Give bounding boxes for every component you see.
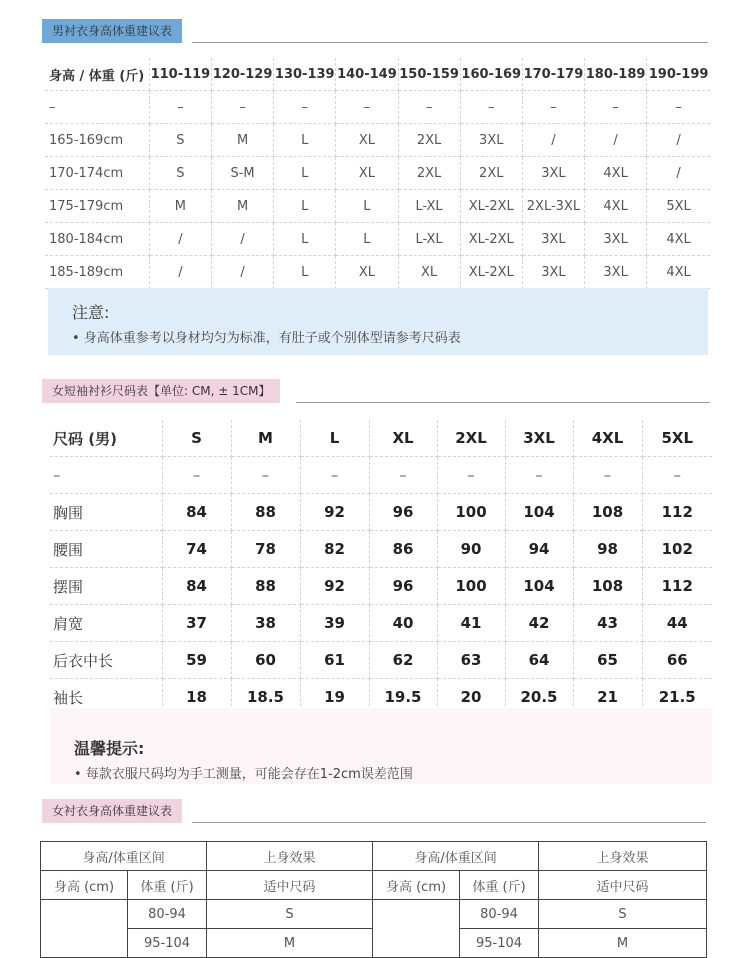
table-cell: 98 xyxy=(573,531,642,568)
table-row xyxy=(50,605,712,642)
table-cell: 104 xyxy=(505,494,573,531)
table-row xyxy=(45,256,710,289)
table-cell: 64 xyxy=(505,642,573,679)
table-cell: 104 xyxy=(505,568,573,605)
group-header-cell: 上身效果 xyxy=(207,842,373,871)
table-cell: 3XL xyxy=(585,223,647,256)
table-cell: 19.5 xyxy=(369,679,437,716)
table-cell: 170-174cm xyxy=(45,157,149,190)
table-cell: / xyxy=(522,124,584,157)
header-cell: 5XL xyxy=(642,420,712,457)
table-cell: 3XL xyxy=(522,157,584,190)
table-cell: – xyxy=(211,91,273,124)
header-cell: 130-139 xyxy=(274,58,336,91)
table-cell: 18.5 xyxy=(231,679,300,716)
table-cell: 66 xyxy=(642,642,712,679)
table-cell: S xyxy=(207,900,373,929)
table-cell: 63 xyxy=(437,642,505,679)
women-height-weight-table xyxy=(40,841,707,958)
table-cell: XL xyxy=(336,256,398,289)
table-cell xyxy=(41,900,128,958)
notice-title: 注意: xyxy=(72,303,110,322)
tips-text: • 每款衣服尺码均为手工测量，可能会存在1-2cm误差范围 xyxy=(74,767,413,782)
table-cell: L xyxy=(274,124,336,157)
table-cell: 84 xyxy=(162,568,231,605)
table-cell: 18 xyxy=(162,679,231,716)
header-cell: 110-119 xyxy=(149,58,211,91)
table-cell: 61 xyxy=(300,642,369,679)
section3-header xyxy=(42,799,706,823)
table-cell: – xyxy=(300,457,369,494)
header-cell: 身高 (cm) xyxy=(373,871,460,900)
table-cell: 90 xyxy=(437,531,505,568)
table-cell: 108 xyxy=(573,568,642,605)
section2-title: 女短袖衬衫尺码表【单位: CM, ± 1CM】 xyxy=(42,379,280,403)
table-cell: 43 xyxy=(573,605,642,642)
table-cell: 62 xyxy=(369,642,437,679)
table-cell: 74 xyxy=(162,531,231,568)
table-cell: 108 xyxy=(573,494,642,531)
group-header-cell: 上身效果 xyxy=(539,842,707,871)
table-cell: 185-189cm xyxy=(45,256,149,289)
table-row xyxy=(50,568,712,605)
table-cell: 112 xyxy=(642,494,712,531)
table-cell: L xyxy=(274,190,336,223)
header-cell: 身高 / 体重 (斤) xyxy=(45,58,149,91)
table-cell: 20.5 xyxy=(505,679,573,716)
table-cell: L xyxy=(336,190,398,223)
table-row xyxy=(45,91,710,124)
table-cell: L-XL xyxy=(398,223,460,256)
header-cell: XL xyxy=(369,420,437,457)
table-cell: – xyxy=(437,457,505,494)
table-cell: 180-184cm xyxy=(45,223,149,256)
table-cell: 40 xyxy=(369,605,437,642)
table-cell: 37 xyxy=(162,605,231,642)
table-cell: 102 xyxy=(642,531,712,568)
table-header-row xyxy=(41,871,707,900)
section2-divider xyxy=(296,402,710,403)
header-cell: 4XL xyxy=(573,420,642,457)
header-cell: 170-179 xyxy=(522,58,584,91)
table-cell: 96 xyxy=(369,494,437,531)
table-cell: 80-94 xyxy=(128,900,207,929)
table-cell: 39 xyxy=(300,605,369,642)
header-cell: 体重 (斤) xyxy=(460,871,539,900)
table-cell: L xyxy=(336,223,398,256)
table-cell: 袖长 xyxy=(50,679,162,716)
table-cell: 摆围 xyxy=(50,568,162,605)
table-cell: 4XL xyxy=(585,157,647,190)
table-cell: 175-179cm xyxy=(45,190,149,223)
table-cell: 96 xyxy=(369,568,437,605)
header-cell: 160-169 xyxy=(460,58,522,91)
table-cell: / xyxy=(211,223,273,256)
table-cell: 80-94 xyxy=(460,900,539,929)
table-header-row xyxy=(45,58,710,91)
header-cell: 尺码 (男) xyxy=(50,420,162,457)
table-cell: 4XL xyxy=(647,223,710,256)
table-header-row xyxy=(50,420,712,457)
table-cell: – xyxy=(585,91,647,124)
table-row xyxy=(41,900,707,929)
table-row xyxy=(45,190,710,223)
table-cell: – xyxy=(274,91,336,124)
table-cell: 胸围 xyxy=(50,494,162,531)
table-cell: 88 xyxy=(231,494,300,531)
table-cell: – xyxy=(505,457,573,494)
table-cell: XL xyxy=(336,157,398,190)
table-cell: M xyxy=(211,190,273,223)
table-cell: 82 xyxy=(300,531,369,568)
table-cell: 41 xyxy=(437,605,505,642)
table-cell: / xyxy=(149,256,211,289)
table-row xyxy=(50,494,712,531)
table-cell: 21.5 xyxy=(642,679,712,716)
table-cell: 3XL xyxy=(522,256,584,289)
section1-title: 男衬衣身高体重建议表 xyxy=(42,19,182,43)
table-cell: 3XL xyxy=(585,256,647,289)
table-cell: 2XL xyxy=(460,157,522,190)
section1-divider xyxy=(192,42,708,43)
header-cell: 150-159 xyxy=(398,58,460,91)
table-cell: 95-104 xyxy=(128,929,207,958)
table-cell: – xyxy=(149,91,211,124)
table-cell: M xyxy=(149,190,211,223)
header-cell: 2XL xyxy=(437,420,505,457)
tips-title: 温馨提示: xyxy=(74,739,145,758)
notice-text: • 身高体重参考以身材均匀为标准，有肚子或个别体型请参考尺码表 xyxy=(72,331,461,346)
table-cell: / xyxy=(149,223,211,256)
table-cell: 92 xyxy=(300,568,369,605)
table-cell: 3XL xyxy=(522,223,584,256)
table-cell: L xyxy=(274,157,336,190)
table-cell: L-XL xyxy=(398,190,460,223)
table-cell: – xyxy=(369,457,437,494)
section3-divider xyxy=(192,822,706,823)
table-cell: – xyxy=(460,91,522,124)
table-row xyxy=(45,223,710,256)
table-cell: 78 xyxy=(231,531,300,568)
section2-header xyxy=(42,379,710,403)
table-cell: 腰围 xyxy=(50,531,162,568)
table-cell: S-M xyxy=(211,157,273,190)
table-cell: 65 xyxy=(573,642,642,679)
table-cell: 19 xyxy=(300,679,369,716)
table-cell: 20 xyxy=(437,679,505,716)
women-shirt-size-table xyxy=(50,420,712,716)
table-cell: 100 xyxy=(437,494,505,531)
table-cell: – xyxy=(50,457,162,494)
table-cell: S xyxy=(539,900,707,929)
table-cell: – xyxy=(336,91,398,124)
header-cell: 120-129 xyxy=(211,58,273,91)
table-cell: / xyxy=(211,256,273,289)
table-cell: 112 xyxy=(642,568,712,605)
table-cell: 后衣中长 xyxy=(50,642,162,679)
table-cell: 42 xyxy=(505,605,573,642)
table-cell: – xyxy=(642,457,712,494)
header-cell: M xyxy=(231,420,300,457)
header-cell: 体重 (斤) xyxy=(128,871,207,900)
table-cell: – xyxy=(45,91,149,124)
header-cell: 190-199 xyxy=(647,58,710,91)
table-cell: XL-2XL xyxy=(460,190,522,223)
section1-header xyxy=(42,19,708,43)
group-header-cell: 身高/体重区间 xyxy=(373,842,539,871)
table-cell: 92 xyxy=(300,494,369,531)
table-cell: 88 xyxy=(231,568,300,605)
table-cell: / xyxy=(647,124,710,157)
table-cell: 38 xyxy=(231,605,300,642)
header-cell: L xyxy=(300,420,369,457)
table-cell: M xyxy=(211,124,273,157)
table-row xyxy=(45,157,710,190)
table-cell: L xyxy=(274,256,336,289)
table-cell: 21 xyxy=(573,679,642,716)
table-cell: – xyxy=(573,457,642,494)
table-cell: 165-169cm xyxy=(45,124,149,157)
men-height-weight-table xyxy=(45,58,710,289)
table-cell: – xyxy=(398,91,460,124)
table-cell: 4XL xyxy=(585,190,647,223)
tips-box xyxy=(50,708,712,784)
table-cell: / xyxy=(585,124,647,157)
table-cell: – xyxy=(162,457,231,494)
group-header-cell: 身高/体重区间 xyxy=(41,842,207,871)
table-cell: 肩宽 xyxy=(50,605,162,642)
header-cell: 适中尺码 xyxy=(207,871,373,900)
table-cell: 44 xyxy=(642,605,712,642)
table-row xyxy=(50,457,712,494)
table-cell: 95-104 xyxy=(460,929,539,958)
table-cell: 2XL xyxy=(398,157,460,190)
header-cell: 180-189 xyxy=(585,58,647,91)
table-cell: XL-2XL xyxy=(460,256,522,289)
table-cell: 60 xyxy=(231,642,300,679)
table-row xyxy=(45,124,710,157)
table-cell: 3XL xyxy=(460,124,522,157)
table-row xyxy=(50,642,712,679)
header-cell: 适中尺码 xyxy=(539,871,707,900)
table-cell: 4XL xyxy=(647,256,710,289)
header-cell: 身高 (cm) xyxy=(41,871,128,900)
table-cell xyxy=(373,900,460,958)
table-cell: 2XL-3XL xyxy=(522,190,584,223)
header-cell: 140-149 xyxy=(336,58,398,91)
table-cell: L xyxy=(274,223,336,256)
header-cell: S xyxy=(162,420,231,457)
table-cell: XL-2XL xyxy=(460,223,522,256)
table-cell: 86 xyxy=(369,531,437,568)
table-group-header-row xyxy=(41,842,707,871)
table-cell: S xyxy=(149,157,211,190)
table-cell: XL xyxy=(398,256,460,289)
section3-title: 女衬衣身高体重建议表 xyxy=(42,799,182,823)
table-cell: 84 xyxy=(162,494,231,531)
table-cell: – xyxy=(647,91,710,124)
table-cell: – xyxy=(522,91,584,124)
table-cell: S xyxy=(149,124,211,157)
table-cell: – xyxy=(231,457,300,494)
table-cell: 59 xyxy=(162,642,231,679)
table-cell: 94 xyxy=(505,531,573,568)
table-cell: M xyxy=(207,929,373,958)
table-cell: / xyxy=(647,157,710,190)
table-cell: 100 xyxy=(437,568,505,605)
table-cell: M xyxy=(539,929,707,958)
notice-box xyxy=(48,288,708,355)
header-cell: 3XL xyxy=(505,420,573,457)
table-cell: 2XL xyxy=(398,124,460,157)
table-cell: XL xyxy=(336,124,398,157)
table-cell: 5XL xyxy=(647,190,710,223)
table-row xyxy=(50,531,712,568)
